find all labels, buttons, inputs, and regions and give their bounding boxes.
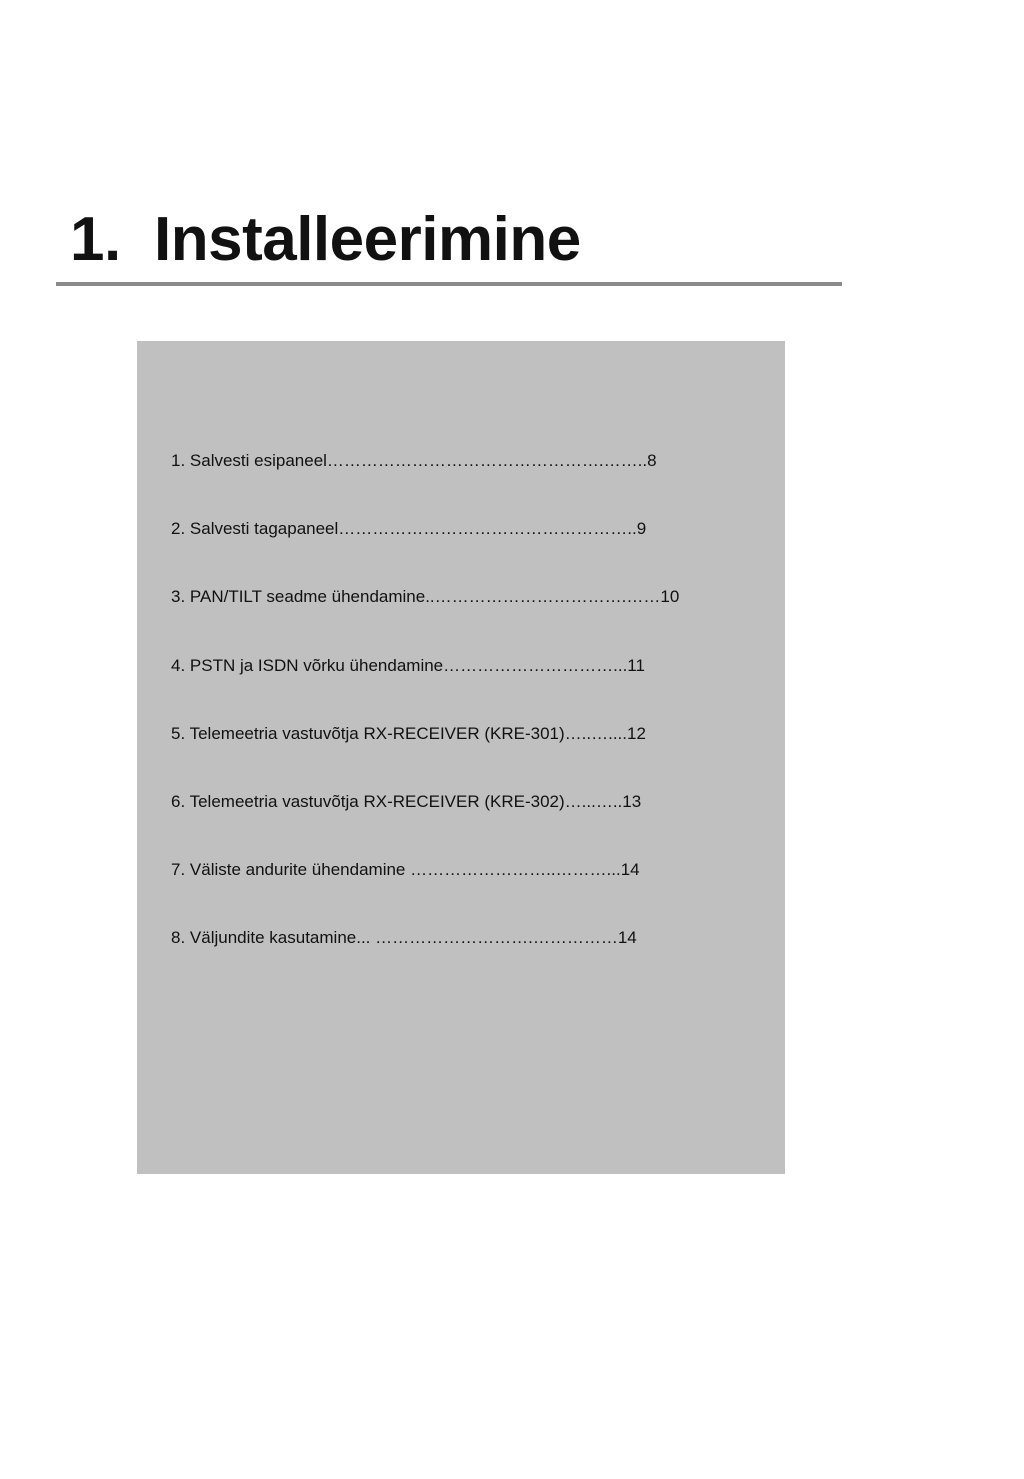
table-of-contents-panel: [137, 341, 785, 1174]
title-divider: [56, 282, 842, 286]
toc-entry-front-panel: 1. Salvesti esipaneel………………………………………….……..8: [171, 451, 657, 470]
toc-entry-outputs: 8. Väljundite kasutamine... ……………………….……………14: [171, 928, 637, 948]
toc-entry-kre-302: 6. Telemeetria vastuvõtja RX-RECEIVER (KRE-302)…...…..13: [171, 791, 642, 811]
toc-entry-sensors: 7. Väliste andurite ühendamine ……………………..………...14: [171, 860, 640, 880]
toc-entry-pstn-isdn: 4. PSTN ja ISDN võrku ühendamine…………………………...11: [171, 655, 645, 675]
chapter-title: [70, 200, 581, 280]
toc-entry-pan-tilt: 3. PAN/TILT seadme ühendamine..…………………………….……10: [171, 587, 680, 607]
chapter-number: 1.: [70, 205, 121, 274]
chapter-title-text: Installeerimine: [154, 205, 581, 274]
toc-entry-kre-301: 5. Telemeetria vastuvõtja RX-RECEIVER (KRE-301)…..…....12: [171, 723, 646, 743]
table-of-contents: [171, 451, 679, 997]
toc-entry-rear-panel: 2. Salvesti tagapaneel……………………………………………..9: [171, 519, 647, 539]
